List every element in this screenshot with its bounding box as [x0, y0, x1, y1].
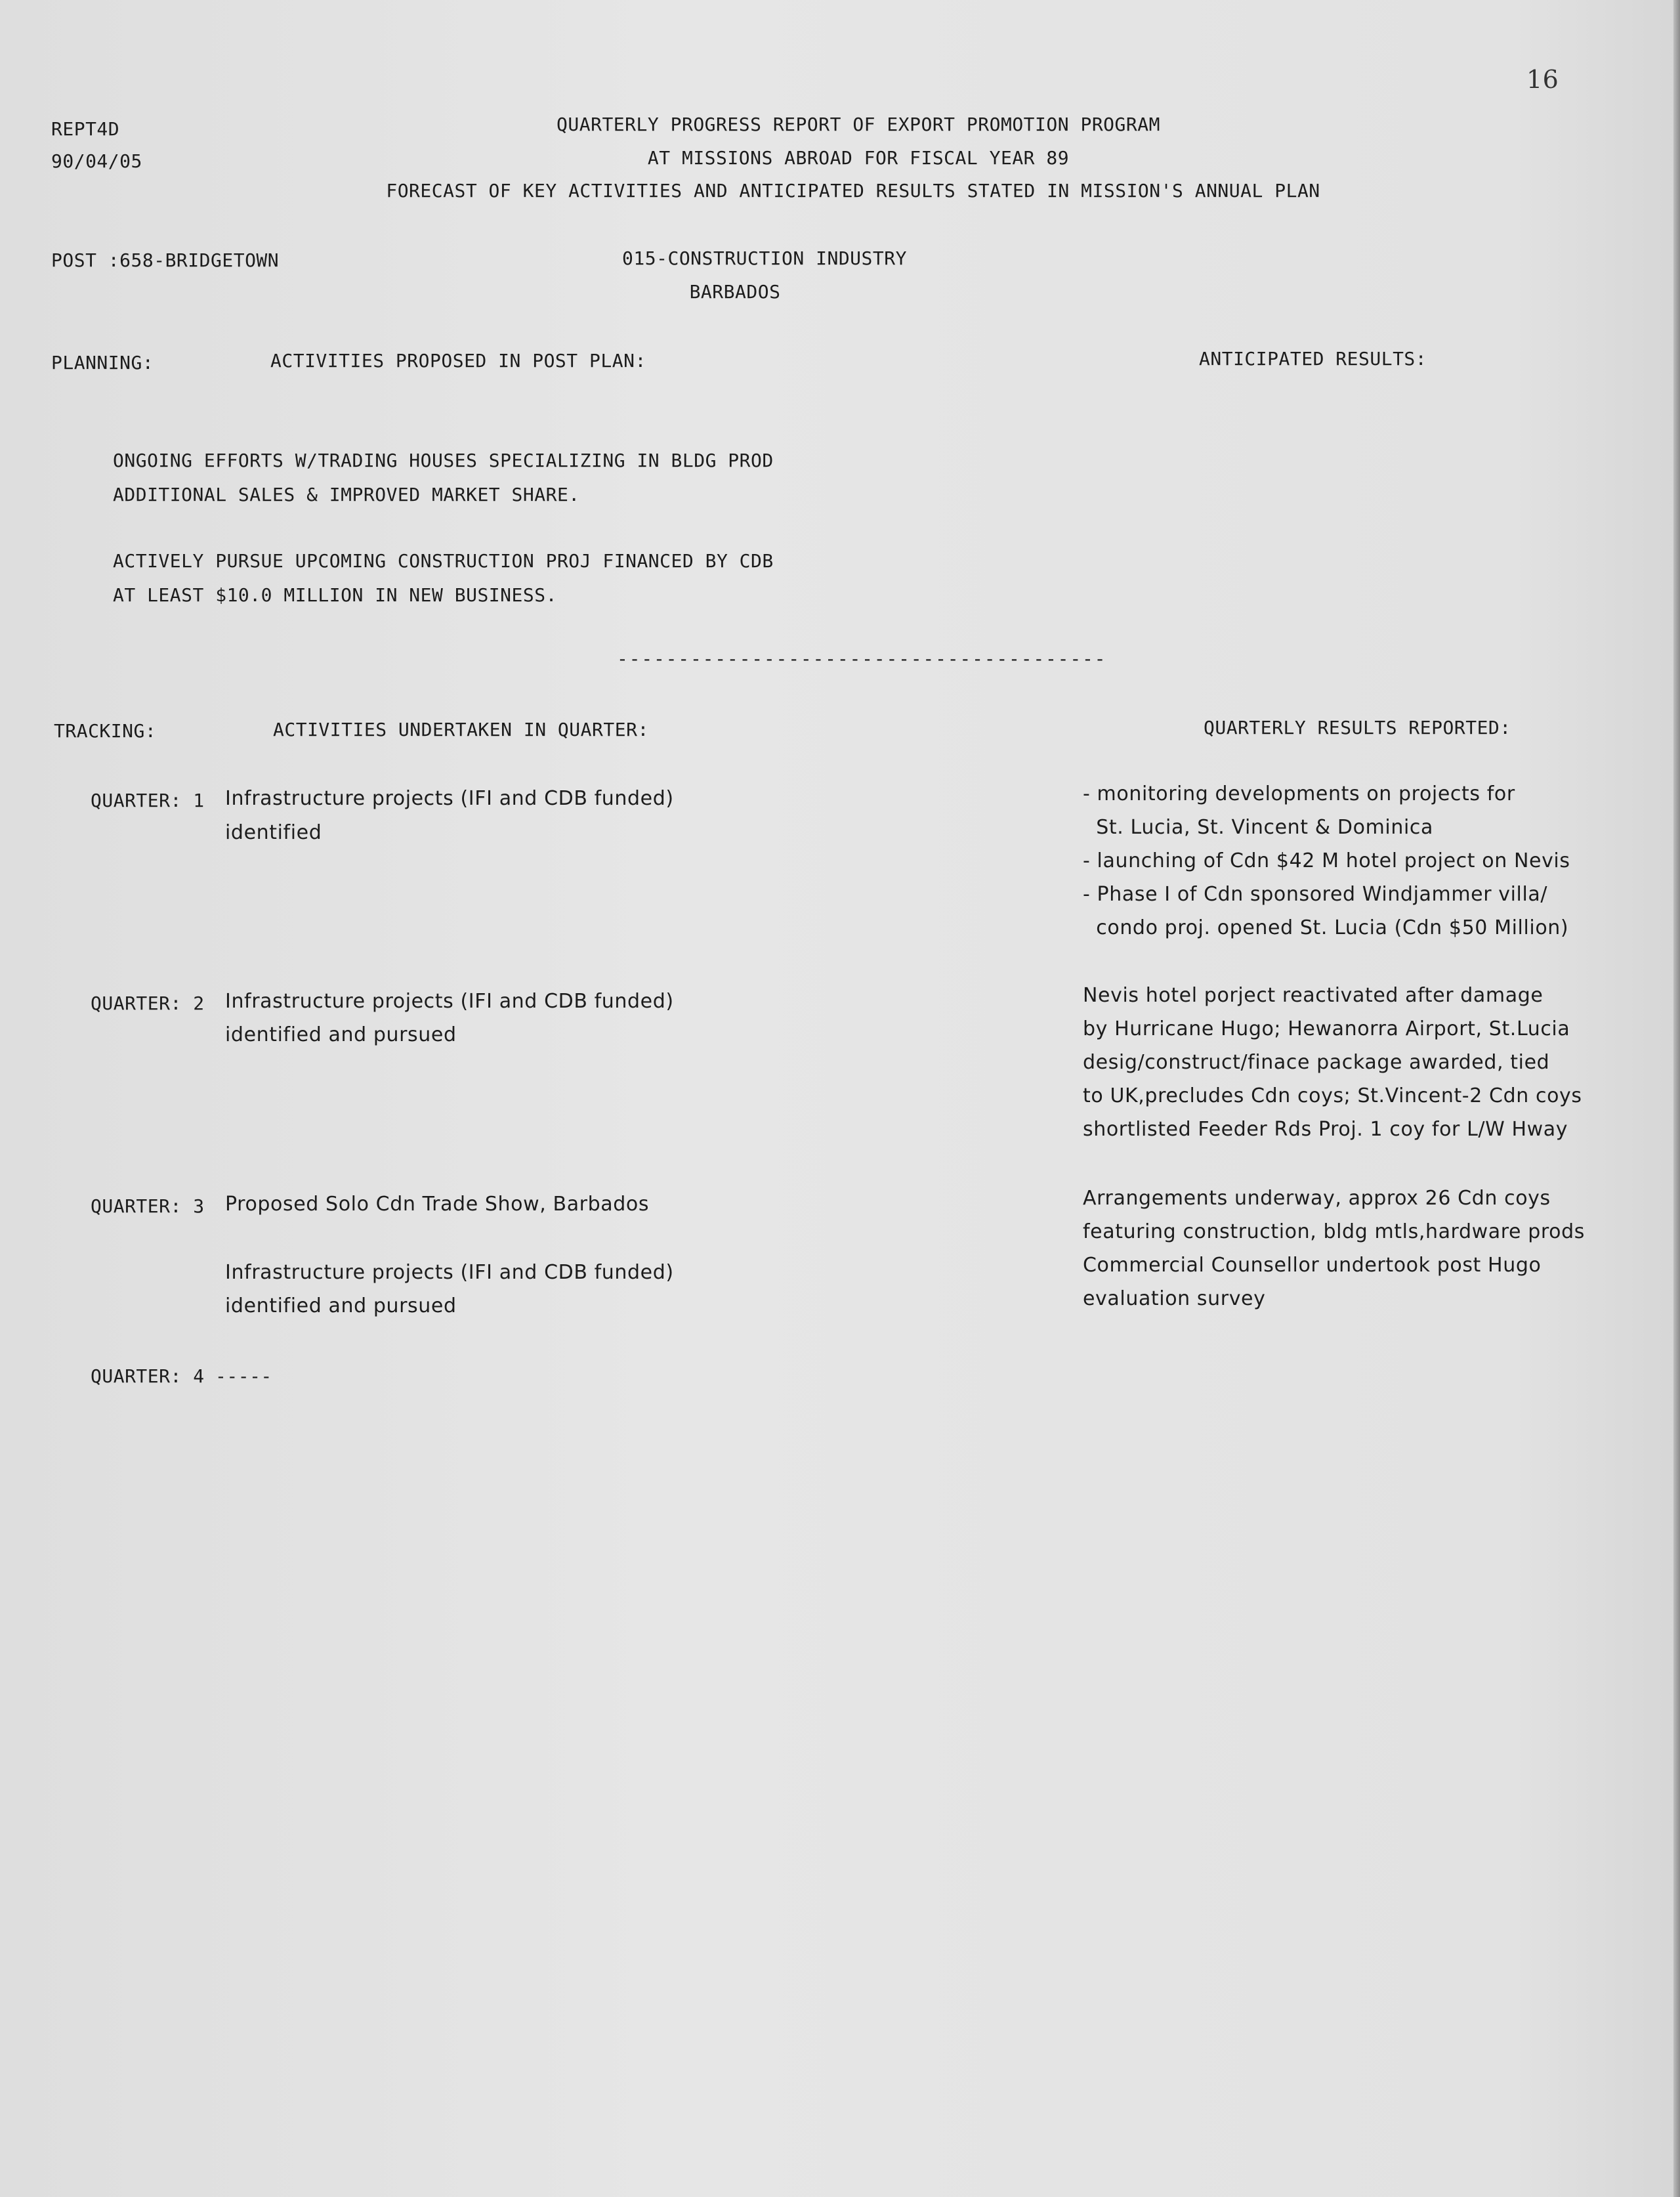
quarter-result-line: - launching of Cdn $42 M hotel project on Nevis — [1083, 849, 1570, 872]
quarter-activity: Infrastructure projects (IFI and CDB funded) — [225, 990, 674, 1013]
planned-activity: ACTIVELY PURSUE UPCOMING CONSTRUCTION PROJ FINANCED BY CDB — [113, 550, 774, 572]
tracking-activities-header: ACTIVITIES UNDERTAKEN IN QUARTER: — [273, 719, 649, 740]
post-label: POST :658-BRIDGETOWN — [51, 249, 280, 271]
quarter-result-line: evaluation survey — [1083, 1287, 1266, 1310]
quarter-result-line: shortlisted Feeder Rds Proj. 1 coy for L/W Hway — [1083, 1118, 1568, 1141]
quarter-activity: ----- — [215, 1365, 272, 1387]
quarter-activity: Infrastructure projects (IFI and CDB funded) — [225, 1261, 674, 1284]
planned-result: ADDITIONAL SALES & IMPROVED MARKET SHARE. — [113, 484, 580, 505]
quarter-activity: Infrastructure projects (IFI and CDB funded) — [225, 787, 674, 810]
quarter-label: QUARTER: 3 — [91, 1195, 205, 1217]
quarter-activity: identified — [225, 821, 322, 844]
quarter-result-line: featuring construction, bldg mtls,hardware prods — [1083, 1220, 1585, 1243]
planned-activity: ONGOING EFFORTS W/TRADING HOUSES SPECIALIZING IN BLDG PROD — [113, 450, 774, 471]
quarter-result-line: Nevis hotel porject reactivated after damage — [1083, 984, 1544, 1007]
planning-activities-header: ACTIVITIES PROPOSED IN POST PLAN: — [270, 350, 646, 372]
quarter-label: QUARTER: 2 — [91, 992, 205, 1014]
section-divider: ---------------------------------------- — [617, 648, 1107, 670]
page-edge-shadow — [1673, 0, 1680, 2197]
quarter-activity: identified and pursued — [225, 1294, 457, 1317]
quarter-result-line: desig/construct/finace package awarded, tied — [1083, 1051, 1550, 1074]
sector-label: 015-CONSTRUCTION INDUSTRY — [622, 247, 907, 269]
planned-result: AT LEAST $10.0 MILLION IN NEW BUSINESS. — [113, 584, 557, 606]
quarter-result-line: Commercial Counsellor undertook post Hugo — [1083, 1254, 1542, 1277]
planning-results-header: ANTICIPATED RESULTS: — [1199, 348, 1427, 370]
report-id: REPT4D — [51, 118, 120, 140]
planning-label: PLANNING: — [51, 352, 154, 373]
quarter-result-line: - Phase I of Cdn sponsored Windjammer villa/ — [1083, 883, 1548, 906]
quarter-result-line: - monitoring developments on projects for — [1083, 782, 1515, 805]
quarter-activity: identified and pursued — [225, 1023, 457, 1046]
quarter-result-line: to UK,precludes Cdn coys; St.Vincent-2 Cdn coys — [1083, 1084, 1582, 1107]
quarter-result-line: Arrangements underway, approx 26 Cdn coys — [1083, 1187, 1551, 1210]
report-title-line-2: AT MISSIONS ABROAD FOR FISCAL YEAR 89 — [647, 147, 1070, 169]
report-title-line-3: FORECAST OF KEY ACTIVITIES AND ANTICIPATED RESULTS STATED IN MISSION'S ANNUAL PLAN — [386, 180, 1320, 202]
quarter-label: QUARTER: 4 — [91, 1365, 205, 1387]
quarter-activity: Proposed Solo Cdn Trade Show, Barbados — [225, 1193, 650, 1216]
quarter-result-line: by Hurricane Hugo; Hewanorra Airport, St.Lucia — [1083, 1017, 1570, 1040]
country-label: BARBADOS — [689, 281, 781, 303]
report-date: 90/04/05 — [51, 150, 142, 172]
quarter-result-line: condo proj. opened St. Lucia (Cdn $50 Million) — [1083, 916, 1569, 939]
quarter-result-line: St. Lucia, St. Vincent & Dominica — [1083, 816, 1433, 839]
quarter-label: QUARTER: 1 — [91, 790, 205, 811]
report-title-line-1: QUARTERLY PROGRESS REPORT OF EXPORT PROMOTION PROGRAM — [556, 114, 1160, 135]
tracking-results-header: QUARTERLY RESULTS REPORTED: — [1204, 717, 1511, 738]
tracking-label: TRACKING: — [54, 720, 157, 742]
page-number: 16 — [1526, 65, 1559, 94]
